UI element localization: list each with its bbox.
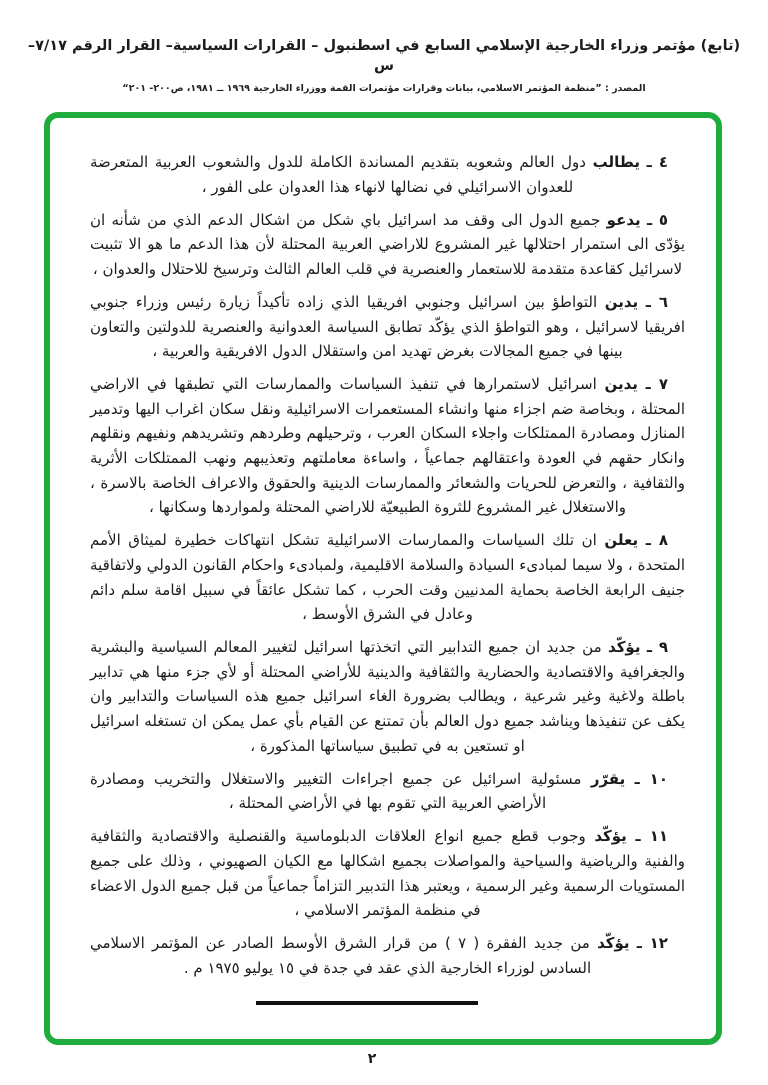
clause-lead-verb: يدين (604, 375, 638, 394)
clause-number: ٩ ـ (646, 638, 669, 657)
resolution-clause-5 (90, 208, 685, 282)
page-number: ٢ (367, 1051, 377, 1067)
clause-text: من جديد الفقرة ( ٧ ) من قرار الشرق الأوسط الصادر عن المؤتمر الاسلامي السادس لوزراء الخارجية الذي عقد في جدة في ١٥ يوليو ١٩٧٥ م . (90, 934, 592, 977)
clause-number: ٤ ـ (646, 153, 668, 171)
clause-number: ٦ ـ (645, 292, 668, 311)
resolution-clause-6 (90, 290, 685, 364)
clause-lead-verb: يعلن (604, 531, 639, 550)
clause-text: دول العالم وشعوبه بتقديم المساندة الكاملة للدول والشعوب العربية المتعرضة للعدوان الاسرائيلي في نضالها لانهاء هذا العدوان على الفور ، (90, 153, 586, 196)
clause-number: ١١ ـ (635, 827, 668, 846)
clause-number: ١٢ ـ (636, 934, 668, 953)
clause-text: مسئولية اسرائيل عن جميع اجراءات التغيير والاستغلال والتخريب ومصادرة الأراضي العربية التي تقوم بها في الأراضي المحتلة ، (90, 769, 582, 813)
clause-lead-verb: يدين (604, 292, 639, 311)
clause-lead-verb: يؤكّد (597, 934, 630, 953)
resolution-clause-10 (90, 767, 685, 816)
clause-text: اسرائيل لاستمرارها في تنفيذ السياسات والممارسات التي تطبقها في الاراضي المحتلة ، وبخاصة ضم اجزاء منها وانشاء المستعمرات الاسرائيلية ونقل سكان اغراب اليها وتدمير المنازل ومصادرة الممتلكات واجلاء السكان العرب ، وترحيلهم وطردهم وتشريدهم ونفيهم ونقلهم وانكار حقهم في العودة واعتقالهم جماعياً ، واساءة معاملتهم وتعذيبهم ونهب الممتلكات الأثرية والثقافية ، والتعرض للحريات والشعائر والممارسات الدينية والحقوق والاعراف الخاصة بالاسرة ، والاستغلال غير المشروع للثروة الطبيعيّة للاراضي المحتلة ولمواردها وسكانها ، (90, 375, 685, 517)
resolution-body (90, 150, 685, 989)
footer-divider-rule (256, 1001, 478, 1005)
clause-text: التواطؤ بين اسرائيل وجنوبي افريقيا الذي زاده تأكيداً زيارة رئيس وزراء جنوبي افريقيا لاسرائيل ، وهو التواطؤ الذي يؤكّد تطابق السياسة العدوانية والعنصرية للدولتين والتعاون بينها في جميع المجالات بغرض تهديد امن واستقلال الدول الافريقية والعربية ، (90, 292, 685, 361)
clause-text: جميع الدول الى وقف مد اسرائيل باي شكل من اشكال الدعم الذي من شأنه ان يؤدّى الى استمرار احتلالها غير المشروع للاراضي العربية المحتلة لأن هذا الدعم ما هو الا تثبيت لاسرائيل كقاعدة متقدمة للاستعمار والعنصرية في قلب العالم الثالث وترسيخ للاحتلال والعدوان ، (90, 210, 685, 278)
clause-lead-verb: يقرّر (590, 769, 626, 788)
document-source-line: المصدر : ”منظمة المؤتمر الاسلامي، بيانات وقرارات مؤتمرات القمة ووزراء الخارجية ١٩٦٩ ــ ١٩٨١، ص٢٠٠- ٢٠١“ (122, 83, 646, 94)
clause-text: وجوب قطع جميع انواع العلاقات الدبلوماسية والقنصلية والاقتصادية والثقافية والفنية والرياضية والسياحية والمواصلات بجميع اشكالها مع الكيان الصهيوني ، وذلك على جميع المستويات الرسمية وغير الرسمية ، ويعتبر هذا التدبير التزاماً جماعياً من قبل جميع الدول الاعضاء في منظمة المؤتمر الاسلامي ، (90, 827, 685, 920)
clause-text: ان تلك السياسات والممارسات الاسرائيلية تشكل انتهاكات خطيرة لميثاق الأمم المتحدة ، ولا سيما لمبادىء السيادة والسلامة الاقليمية، ولمبادىء واحكام القانون الدولي ولاتفاقية جنيف الرابعة الخاصة بحماية المدنيين وقت الحرب ، كما تشكل عائقاً في سبيل اقامة سلم دائم وعادل في الشرق الأوسط ، (90, 531, 685, 624)
document-title: (تابع) مؤتمر وزراء الخارجية الإسلامي السابع في اسطنبول – القرارات السياسية– القرار الرقم ٧/١٧– س (27, 38, 741, 74)
clause-number: ٧ ـ (645, 375, 668, 394)
clause-lead-verb: يدعو (606, 210, 641, 229)
resolution-clause-4 (90, 150, 685, 199)
clause-text: من جديد ان جميع التدابير التي اتخذتها اسرائيل لتغيير المعالم السياسية والبشرية والجغرافية والاقتصادية والحضارية والثقافية والدينية للأراضي المحتلة أو لأي جزء منها هي تدابير باطلة ولاغية وغير شرعية ، ويطالب بضرورة الغاء اسرائيل جميع هذه السياسات والتدابير وان يكف عن تنفيذها ويناشد جميع دول العالم بأن تمتنع عن القيام بأي عمل يمكن ان تستغله اسرائيل او تستعين به في تطبيق سياساتها المذكورة ، (90, 638, 685, 755)
resolution-clause-7 (90, 372, 685, 520)
clause-number: ١٠ ـ (634, 769, 668, 788)
resolution-clause-8 (90, 528, 685, 626)
clause-lead-verb: يطالب (592, 153, 640, 171)
clause-number: ٨ ـ (645, 531, 668, 550)
resolution-clause-11 (90, 824, 685, 922)
clause-lead-verb: يؤكّد (608, 638, 641, 657)
resolution-clause-9 (90, 635, 685, 758)
clause-number: ٥ ـ (646, 210, 668, 229)
resolution-clause-12 (90, 931, 685, 980)
document-header (22, 36, 746, 95)
clause-lead-verb: يؤكّد (594, 827, 627, 846)
